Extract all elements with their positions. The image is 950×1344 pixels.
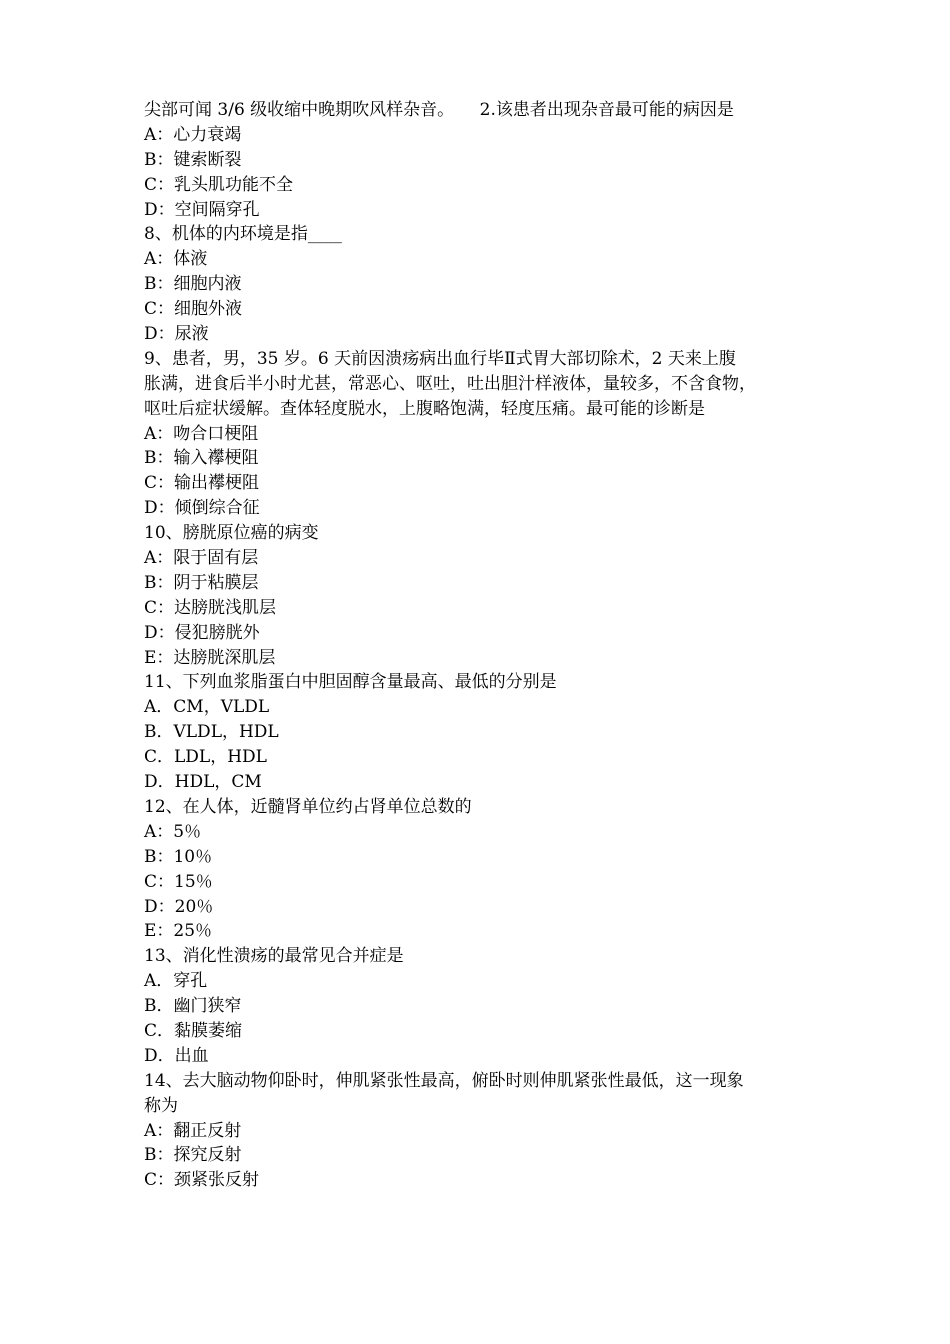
answer-option: A：体液 xyxy=(144,249,208,270)
answer-option: B：细胞内液 xyxy=(144,274,242,295)
question-stem: 11、下列血浆脂蛋白中胆固醇含量最高、最低的分别是 xyxy=(144,672,557,693)
answer-option: E：25％ xyxy=(144,921,213,942)
answer-option: B：10％ xyxy=(144,846,213,867)
question-stem: 14、去大脑动物仰卧时，伸肌紧张性最高，俯卧时则伸肌紧张性最低，这一现象 xyxy=(144,1070,744,1091)
answer-option: B．幽门狭窄 xyxy=(144,996,242,1017)
question-stem: 9、患者，男，35 岁。6 天前因溃疡病出血行毕Ⅱ式胃大部切除术，2 天来上腹 xyxy=(144,348,736,369)
answer-option: B：键索断裂 xyxy=(144,149,242,170)
answer-option: E：达膀胱深肌层 xyxy=(144,647,276,668)
answer-option: A．穿孔 xyxy=(144,971,208,992)
answer-option: D：20％ xyxy=(144,896,214,917)
answer-option: B：阴于粘膜层 xyxy=(144,572,259,593)
answer-option: A：5％ xyxy=(144,821,202,842)
answer-option: A．CM，VLDL xyxy=(144,697,270,718)
answer-option: A：心力衰竭 xyxy=(144,124,242,145)
answer-option: C：颈紧张反射 xyxy=(144,1170,260,1191)
question-stem-continued: 呕吐后症状缓解。查体轻度脱水，上腹略饱满，轻度压痛。最可能的诊断是 xyxy=(144,398,705,419)
answer-option: C：乳头肌功能不全 xyxy=(144,174,294,195)
answer-option: C．LDL，HDL xyxy=(144,747,267,768)
question-stem-continued: 胀满，进食后半小时尤甚，常恶心、呕吐，吐出胆汁样液体，量较多，不含食物， xyxy=(144,373,756,394)
answer-option: C：15％ xyxy=(144,871,213,892)
answer-option: A：吻合口梗阻 xyxy=(144,423,259,444)
answer-option: B：输入襻梗阻 xyxy=(144,448,259,469)
answer-option: A：限于固有层 xyxy=(144,548,259,569)
answer-option: C：输出襻梗阻 xyxy=(144,473,260,494)
answer-option: D：倾倒综合征 xyxy=(144,498,260,519)
answer-option: D：尿液 xyxy=(144,324,209,345)
question-stem-continued: 称为 xyxy=(144,1095,178,1116)
answer-option: D．出血 xyxy=(144,1045,209,1066)
answer-option: B．VLDL，HDL xyxy=(144,722,279,743)
question-stem: 10、膀胱原位癌的病变 xyxy=(144,523,319,544)
answer-option: D：侵犯膀胱外 xyxy=(144,622,260,643)
question-stem: 13、消化性溃疡的最常见合并症是 xyxy=(144,946,404,967)
question-stem: 12、在人体，近髓肾单位约占肾单位总数的 xyxy=(144,796,472,817)
text-line: 尖部可闻 3/6 级收缩中晚期吹风样杂音。 2.该患者出现杂音最可能的病因是 xyxy=(144,100,734,120)
answer-option: C：达膀胱浅肌层 xyxy=(144,597,277,618)
question-stem: 8、机体的内环境是指____ xyxy=(144,224,342,245)
answer-option: C．黏膜萎缩 xyxy=(144,1020,243,1041)
answer-option: D．HDL，CM xyxy=(144,772,262,793)
answer-option: C：细胞外液 xyxy=(144,299,243,320)
answer-option: D：空间隔穿孔 xyxy=(144,199,260,220)
document-page xyxy=(144,98,824,1193)
answer-option: B：探究反射 xyxy=(144,1145,242,1166)
answer-option: A：翻正反射 xyxy=(144,1120,242,1141)
